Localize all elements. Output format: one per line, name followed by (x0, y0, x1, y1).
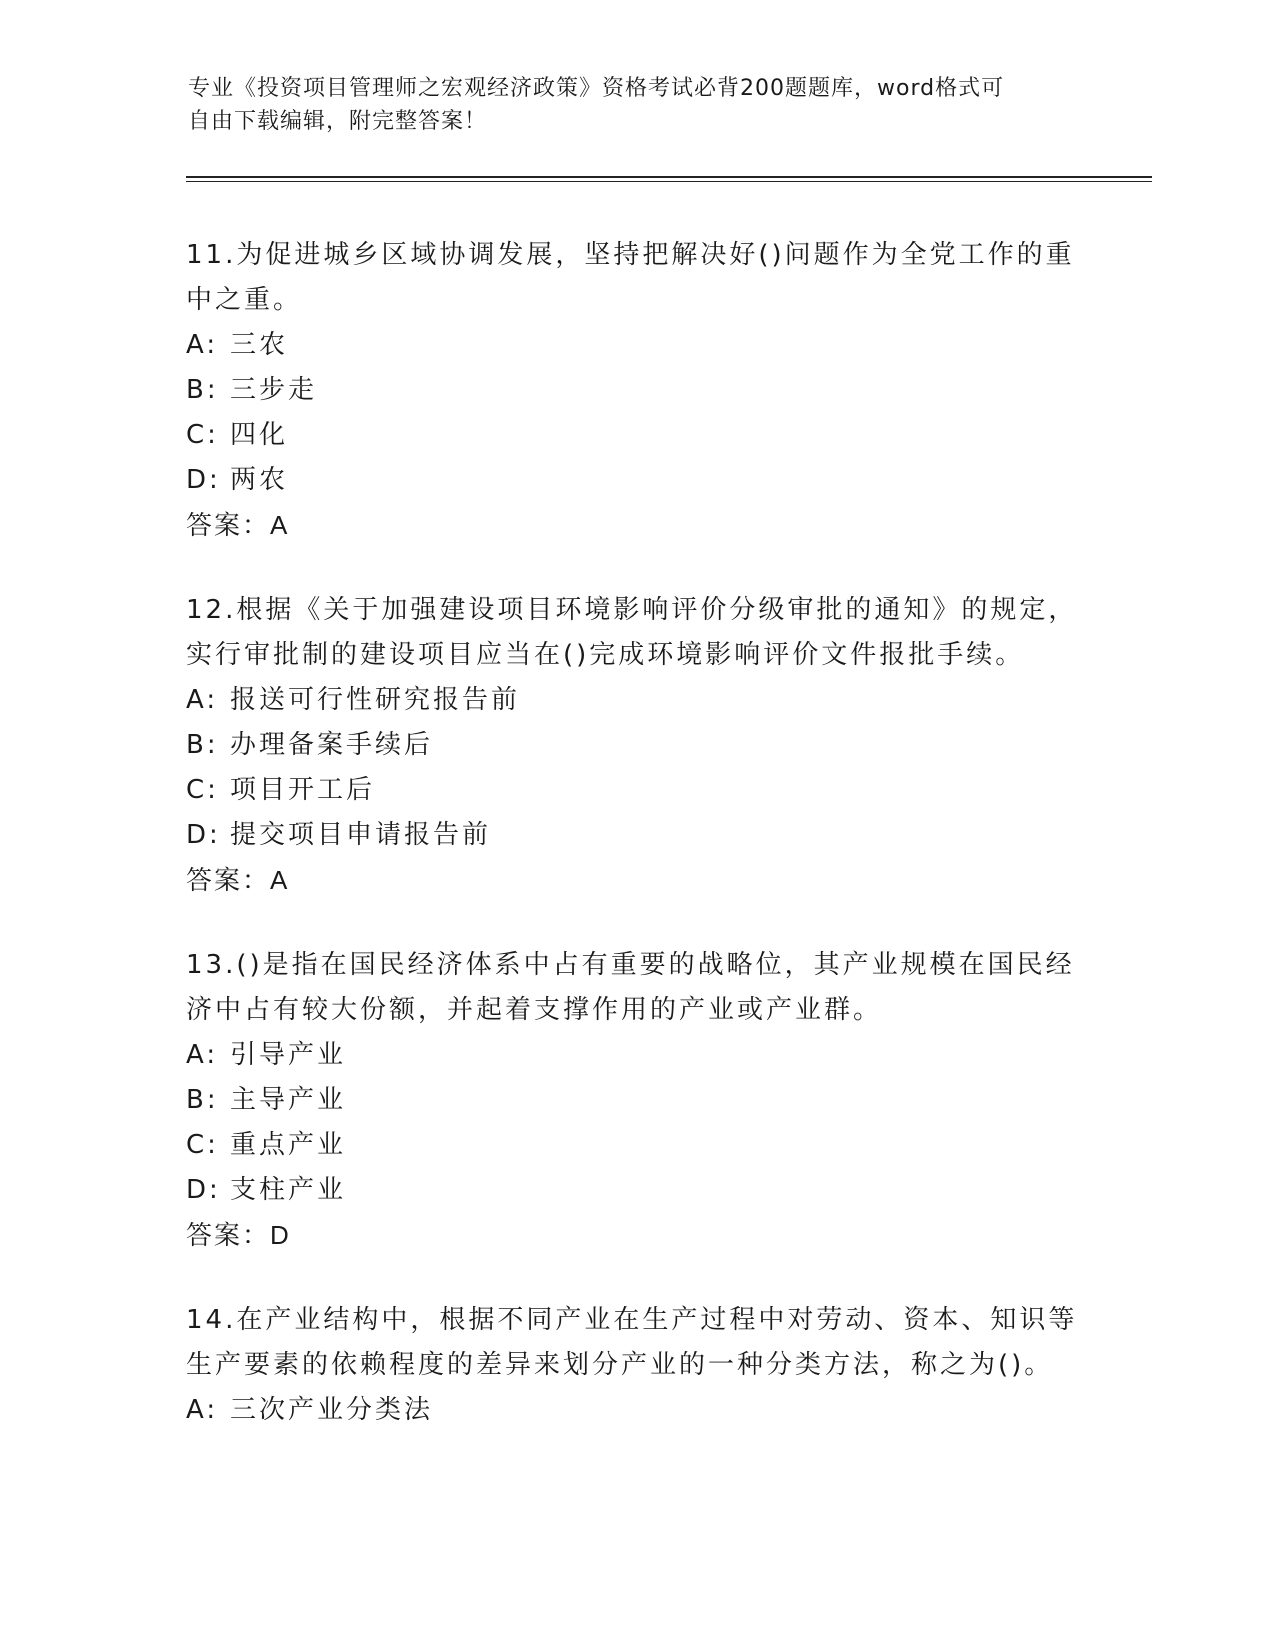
option-d (186, 458, 1086, 503)
option-b (186, 1078, 1086, 1123)
option-a (186, 1033, 1086, 1078)
option-letter: A: (186, 330, 219, 360)
option-text: 报送可行性研究报告前 (230, 685, 521, 715)
option-c (186, 413, 1086, 458)
option-text: 项目开工后 (230, 775, 376, 805)
option-text: 三农 (230, 330, 289, 360)
question-list (186, 233, 1086, 1473)
option-d (186, 813, 1086, 858)
option-letter: D: (186, 465, 221, 495)
question-text: 11.为促进城乡区域协调发展，坚持把解决好()问题作为全党工作的重中之重。 (186, 240, 1075, 315)
option-letter: A: (186, 685, 219, 715)
header-line-2: 自由下载编辑，附完整答案！ (188, 109, 488, 134)
question-text: 14.在产业结构中，根据不同产业在生产过程中对劳动、资本、知识等生产要素的依赖程度的差异来划分产业的一种分类方法，称之为()。 (186, 1305, 1078, 1380)
question-12 (186, 588, 1086, 903)
option-letter: C: (186, 1130, 219, 1160)
option-b (186, 368, 1086, 413)
option-text: 办理备案手续后 (230, 730, 434, 760)
answer: 答案：A (186, 865, 290, 895)
option-text: 三次产业分类法 (230, 1395, 434, 1425)
option-text: 两农 (230, 465, 289, 495)
option-letter: B: (186, 1085, 219, 1115)
option-letter: B: (186, 730, 219, 760)
option-d (186, 1168, 1086, 1213)
question-11 (186, 233, 1086, 548)
option-text: 主导产业 (230, 1085, 347, 1115)
option-text: 重点产业 (230, 1130, 347, 1160)
question-14 (186, 1298, 1086, 1433)
answer: 答案：D (186, 1220, 291, 1250)
option-a (186, 1388, 1086, 1433)
option-a (186, 678, 1086, 723)
header-line-1: 专业《投资项目管理师之宏观经济政策》资格考试必背200题题库，word格式可 (188, 76, 1005, 101)
header-divider-thin (186, 181, 1152, 182)
header-divider-thick (186, 176, 1152, 178)
option-letter: C: (186, 420, 219, 450)
option-c (186, 768, 1086, 813)
option-text: 三步走 (230, 375, 318, 405)
option-text: 支柱产业 (230, 1175, 347, 1205)
option-a (186, 323, 1086, 368)
document-header (188, 72, 1088, 138)
option-text: 提交项目申请报告前 (230, 820, 492, 850)
option-letter: D: (186, 820, 221, 850)
answer: 答案：A (186, 510, 290, 540)
question-text: 12.根据《关于加强建设项目环境影响评价分级审批的通知》的规定，实行审批制的建设项目应当在()完成环境影响评价文件报批手续。 (186, 595, 1078, 670)
option-letter: D: (186, 1175, 221, 1205)
question-text: 13.()是指在国民经济体系中占有重要的战略位，其产业规模在国民经济中占有较大份额，并起着支撑作用的产业或产业群。 (186, 950, 1075, 1025)
option-letter: C: (186, 775, 219, 805)
option-letter: A: (186, 1040, 219, 1070)
option-text: 引导产业 (230, 1040, 347, 1070)
option-b (186, 723, 1086, 768)
option-letter: A: (186, 1395, 219, 1425)
option-c (186, 1123, 1086, 1168)
option-letter: B: (186, 375, 219, 405)
option-text: 四化 (230, 420, 289, 450)
question-13 (186, 943, 1086, 1258)
